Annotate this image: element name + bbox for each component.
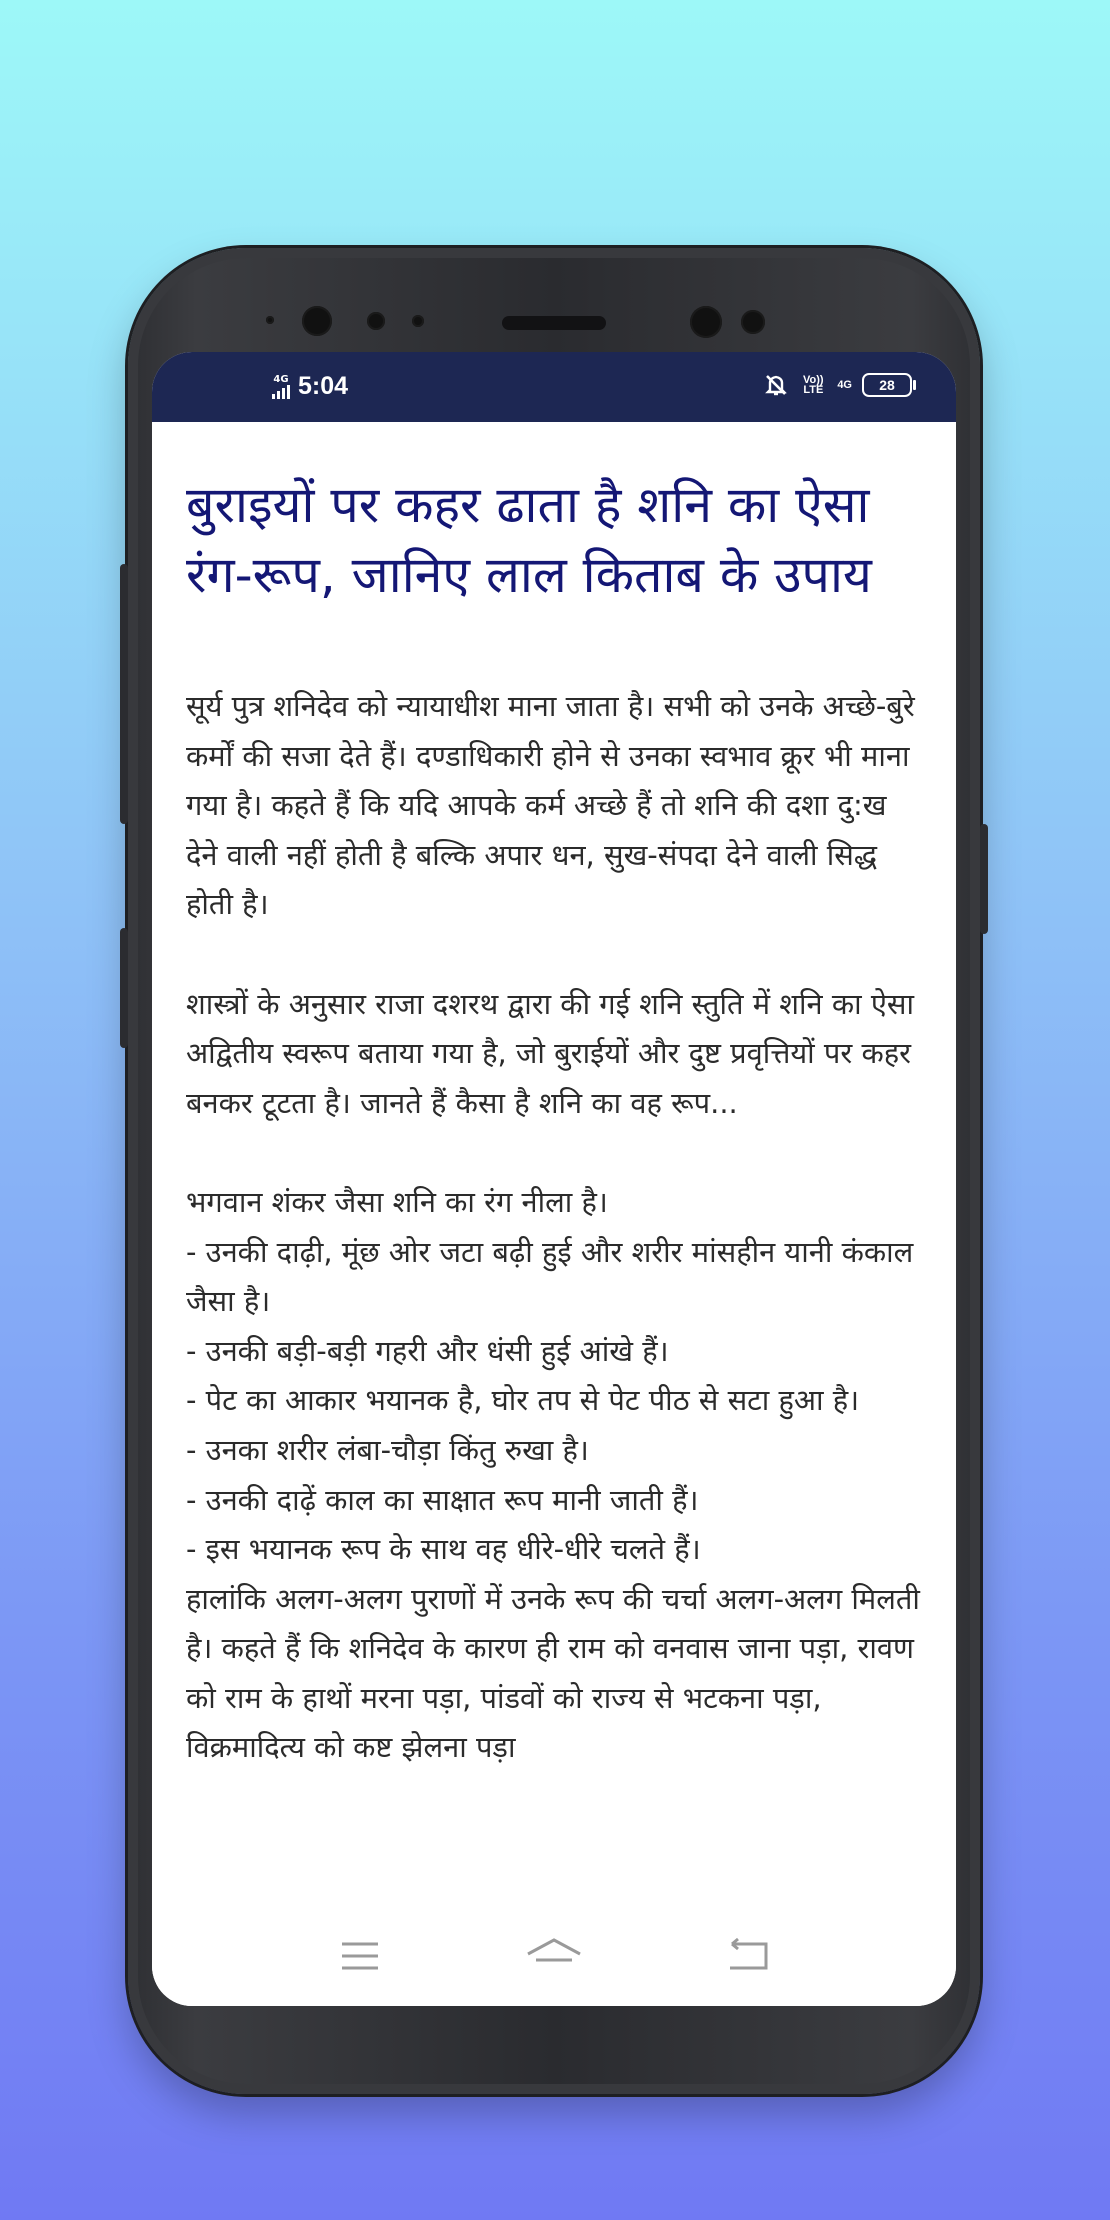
battery-icon: 28: [862, 373, 912, 397]
article-paragraph: सूर्य पुत्र शनिदेव को न्यायाधीश माना जाता है। सभी को उनके अच्छे-बुरे कर्मों की सजा देते हैं। दण्डाधिकारी होने से उनका स्वभाव क्रूर भी माना गया है। कहते हैं कि यदि आपके कर्म अच्छे हैं तो शनि की दशा दु:ख देने वाली नहीं होती है बल्कि अपार धन, सुख-संपदा देने वाली सिद्ध होती है।: [186, 689, 915, 922]
article-body: [186, 682, 922, 1773]
signal-icon: [272, 385, 290, 399]
article-line: - पेट का आकार भयानक है, घोर तप से पेट पीठ से सटा हुआ है।: [186, 1383, 860, 1418]
side-button: [120, 564, 128, 824]
article-title: बुराइयों पर कहर ढाता है शनि का ऐसा रंग-रूप, जानिए लाल किताब के उपाय: [186, 476, 872, 604]
side-button: [980, 824, 988, 934]
article-content[interactable]: [152, 422, 956, 1906]
menu-icon[interactable]: [330, 1936, 390, 1976]
speaker-grille: [502, 316, 606, 330]
screen: [152, 352, 956, 2006]
volte-label: Vo)) LTE: [803, 374, 824, 396]
network-type: 4G: [273, 373, 289, 385]
navigation-bar: [152, 1906, 956, 2006]
article-line: भगवान शंकर जैसा शनि का रंग नीला है।: [186, 1184, 608, 1219]
back-icon[interactable]: [720, 1936, 780, 1976]
status-time: 5:04: [298, 372, 349, 400]
article-line: हालांकि अलग-अलग पुराणों में उनके रूप की चर्चा अलग-अलग मिलती है। कहते हैं कि शनिदेव के कारण ही राम को वनवास जाना पड़ा, रावण को राम के हाथों मरना पड़ा, पांडवों को राज्य से भटकना पड़ा, विक्रमादित्य को कष्ट झेलना पड़ा: [186, 1581, 920, 1765]
status-bar: [152, 352, 956, 422]
article-line: - उनका शरीर लंबा-चौड़ा किंतु रुखा है।: [186, 1432, 589, 1467]
article-line: - उनकी बड़ी-बड़ी गहरी और धंसी हुई आंखे हैं।: [186, 1333, 669, 1368]
article-line: - इस भयानक रूप के साथ वह धीरे-धीरे चलते हैं।: [186, 1532, 701, 1567]
mute-icon: [763, 372, 789, 398]
article-line: - उनकी दाढ़ी, मूंछ ओर जटा बढ़ी हुई और शरीर मांसहीन यानी कंकाल जैसा है।: [186, 1234, 914, 1319]
side-button: [120, 928, 128, 1048]
article-line: - उनकी दाढ़ें काल का साक्षात रूप मानी जाती हैं।: [186, 1482, 699, 1517]
phone-frame: [128, 248, 980, 2094]
article-paragraph: शास्त्रों के अनुसार राजा दशरथ द्वारा की गई शनि स्तुति में शनि का ऐसा अद्वितीय स्वरूप बताया गया है, जो बुराईयों और दुष्ट प्रवृत्तियों पर कहर बनकर टूटता है। जानते हैं कैसा है शनि का वह रूप...: [186, 986, 914, 1120]
home-icon[interactable]: [524, 1936, 584, 1976]
network-type-right: 4G: [837, 379, 852, 391]
